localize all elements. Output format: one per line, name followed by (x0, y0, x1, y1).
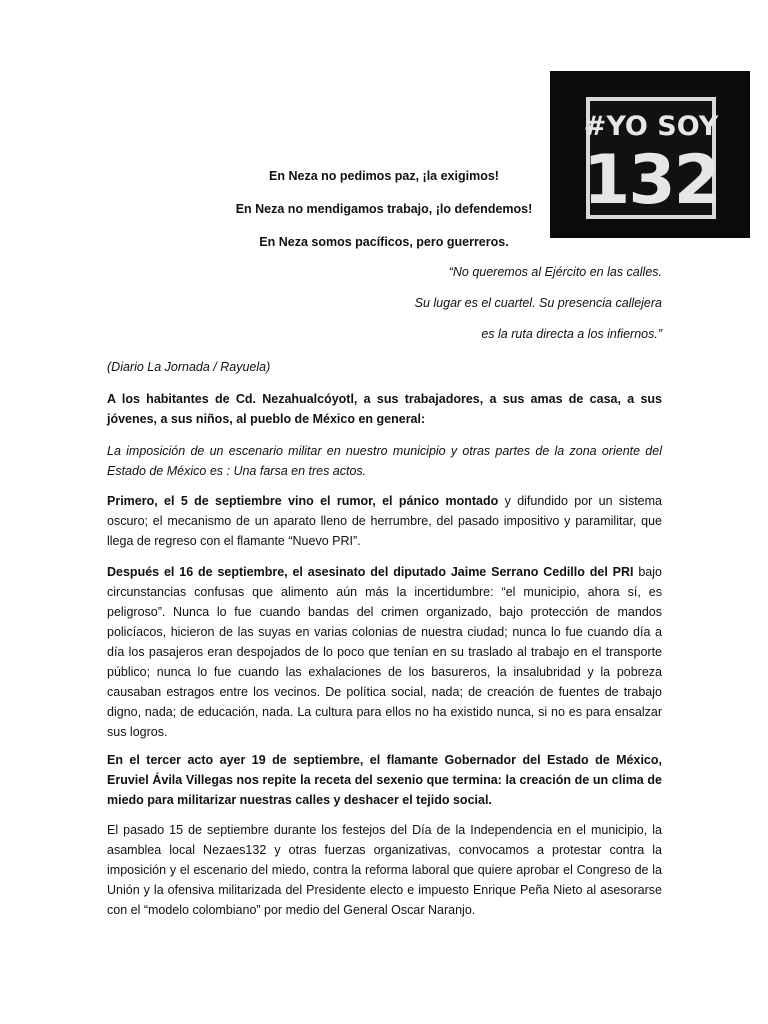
slogan-3: En Neza somos pacíficos, pero guerreros. (259, 235, 509, 249)
logo-text-line1: #YO SOY (583, 111, 719, 142)
intro-paragraph: La imposición de un escenario militar en nuestro municipio y otras partes de la zona oriente del Estado de México es : Una farsa en tres actos. (107, 444, 662, 478)
paragraph-second-act-bold: Después el 16 de septiembre, el asesinato del diputado Jaime Serrano Cedillo del PRI (107, 565, 634, 579)
paragraph-second-act-rest: bajo circunstancias confusas que alimento aún más la incertidumbre: “el municipio, ahora sí, es peligroso”. Nunca lo fue cuando bandas del crimen organizado, bajo protección de mandos policíacos, hicieron de las suyas en varias colonias de nuestra ciudad; nunca lo fue cuando día a día los pasajeros eran despojados de lo poco que tenían en su traslado al trabajo en el transporte público; nunca lo fue cuando las exhalaciones de los basureros, la insalubridad y la pobreza causaban estragos entre los vecinos. De política social, nada; de creación de fuentes de trabajo digno, nada; de educación, nada. La cultura para ellos no ha existido nunca, si no es para ensalzar sus logros. (107, 565, 662, 739)
slogan-2: En Neza no mendigamos trabajo, ¡lo defendemos! (235, 202, 533, 216)
quote-line-3: es la ruta directa a los infiernos.” (481, 327, 662, 341)
paragraph-third-act: En el tercer acto ayer 19 de septiembre, el flamante Gobernador del Estado de México, Eruviel Ávila Villegas nos repite la receta del sexenio que termina: la creación de un clima de miedo para militarizar nuestras calles y deshacer el tejido social. (107, 753, 662, 807)
paragraph-second-act (107, 562, 662, 742)
quote-line-1: “No queremos al Ejército en las calles. (448, 265, 662, 279)
paragraph-first-act-rest: y difundido por un sistema oscuro; el mecanismo de un aparato lleno de herrumbre, del pasado impositivo y paramilitar, que llega de regreso con el flamante “Nuevo PRI”. (107, 494, 662, 548)
slogan-1: En Neza no pedimos paz, ¡la exigimos! (269, 169, 499, 183)
logo-text-line2: 132 (583, 141, 719, 220)
quote-attribution: (Diario La Jornada / Rayuela) (107, 360, 271, 374)
salutation: A los habitantes de Cd. Nezahualcóyotl, a sus trabajadores, a sus amas de casa, a sus jóvenes, a sus niños, al pueblo de México en general: (107, 392, 662, 426)
quote-line-2: Su lugar es el cuartel. Su presencia callejera (414, 296, 662, 310)
paragraph-first-act-bold: Primero, el 5 de septiembre vino el rumor, el pánico montado (107, 494, 499, 508)
paragraph-first-act (107, 491, 662, 551)
paragraph-protest: El pasado 15 de septiembre durante los festejos del Día de la Independencia en el municipio, la asamblea local Nezaes132 y otras fuerzas organizativas, convocamos a protestar contra la imposición y el escenario del miedo, contra la reforma laboral que quiere aprobar el Congreso de la Unión y la ofensiva militarizada del Presidente electo e impuesto Enrique Peña Nieto al asesorarse con el “modelo colombiano” por medio del General Oscar Naranjo. (107, 823, 662, 917)
